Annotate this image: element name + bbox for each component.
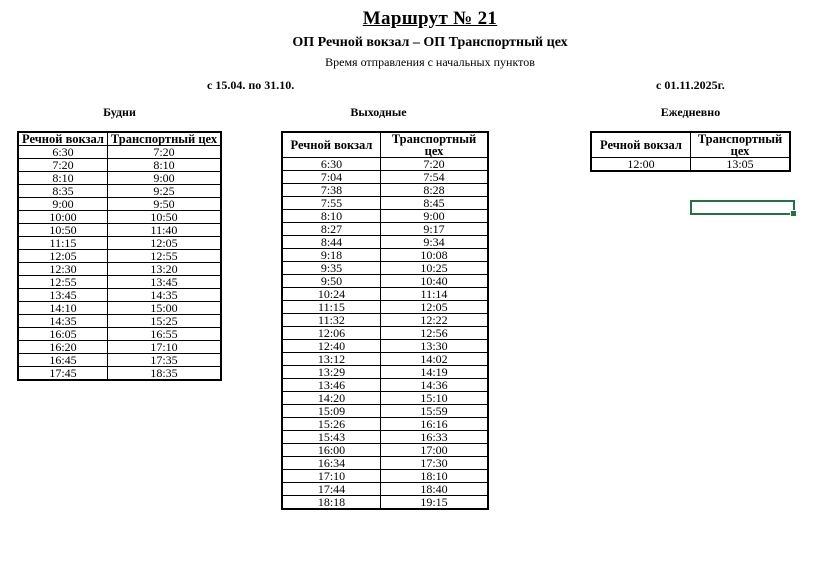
time-cell[interactable]: 10:00 bbox=[18, 211, 108, 224]
timetable-row bbox=[282, 340, 488, 353]
time-cell[interactable]: 17:10 bbox=[282, 470, 381, 483]
time-cell[interactable]: 15:59 bbox=[381, 405, 489, 418]
timetable-row bbox=[18, 289, 221, 302]
route-title: Маршрут № 21 bbox=[362, 8, 498, 29]
header-row bbox=[18, 132, 221, 146]
time-cell[interactable]: 11:14 bbox=[381, 288, 489, 301]
timetable-row bbox=[18, 146, 221, 159]
timetable-row bbox=[282, 262, 488, 275]
time-cell[interactable]: 7:20 bbox=[381, 158, 489, 171]
time-cell[interactable]: 12:55 bbox=[108, 250, 222, 263]
time-cell[interactable]: 16:05 bbox=[18, 328, 108, 341]
timetable bbox=[281, 131, 489, 510]
timetable-row bbox=[282, 483, 488, 496]
timetable-row bbox=[18, 367, 221, 381]
time-cell[interactable]: 16:33 bbox=[381, 431, 489, 444]
time-cell[interactable]: 8:27 bbox=[282, 223, 381, 236]
time-cell[interactable]: 7:04 bbox=[282, 171, 381, 184]
time-cell[interactable]: 11:40 bbox=[108, 224, 222, 237]
time-cell[interactable]: 12:05 bbox=[108, 237, 222, 250]
weekend-timetable bbox=[281, 131, 489, 510]
time-cell[interactable]: 12:05 bbox=[18, 250, 108, 263]
timetable-row bbox=[282, 379, 488, 392]
time-cell[interactable]: 15:00 bbox=[108, 302, 222, 315]
daily-timetable bbox=[590, 131, 791, 172]
period-label-winter: с 01.11.2025г. bbox=[656, 78, 725, 92]
time-cell[interactable]: 14:36 bbox=[381, 379, 489, 392]
time-cell[interactable]: 7:55 bbox=[282, 197, 381, 210]
day-type-label-weekdays: Будни bbox=[103, 105, 136, 119]
time-cell[interactable]: 16:16 bbox=[381, 418, 489, 431]
time-cell[interactable]: 12:30 bbox=[18, 263, 108, 276]
column-header: Речной вокзал bbox=[282, 132, 381, 158]
time-cell[interactable]: 15:10 bbox=[381, 392, 489, 405]
time-cell[interactable]: 13:12 bbox=[282, 353, 381, 366]
time-cell[interactable]: 17:44 bbox=[282, 483, 381, 496]
timetable-row bbox=[282, 444, 488, 457]
time-cell[interactable]: 14:20 bbox=[282, 392, 381, 405]
time-cell[interactable]: 16:00 bbox=[282, 444, 381, 457]
timetable-row bbox=[18, 198, 221, 211]
time-cell[interactable]: 10:50 bbox=[108, 211, 222, 224]
timetable-row bbox=[282, 184, 488, 197]
time-cell[interactable]: 14:35 bbox=[108, 289, 222, 302]
period-label-summer: с 15.04. по 31.10. bbox=[207, 78, 295, 92]
column-header: Речной вокзал bbox=[591, 132, 691, 158]
time-cell[interactable]: 9:35 bbox=[282, 262, 381, 275]
timetable bbox=[17, 131, 222, 381]
time-cell[interactable]: 19:15 bbox=[381, 496, 489, 510]
timetable-row bbox=[18, 302, 221, 315]
timetable-row bbox=[282, 418, 488, 431]
time-cell[interactable]: 7:20 bbox=[108, 146, 222, 159]
time-cell[interactable]: 10:40 bbox=[381, 275, 489, 288]
timetable-row bbox=[18, 159, 221, 172]
timetable-row bbox=[282, 301, 488, 314]
route-subtitle: ОП Речной вокзал – ОП Транспортный цех bbox=[292, 35, 568, 50]
time-cell[interactable]: 12:00 bbox=[591, 158, 691, 172]
timetable-row bbox=[282, 158, 488, 171]
time-cell[interactable]: 17:10 bbox=[108, 341, 222, 354]
time-cell[interactable]: 7:38 bbox=[282, 184, 381, 197]
time-cell[interactable]: 15:43 bbox=[282, 431, 381, 444]
time-cell[interactable]: 12:22 bbox=[381, 314, 489, 327]
time-cell[interactable]: 12:56 bbox=[381, 327, 489, 340]
time-cell[interactable]: 16:45 bbox=[18, 354, 108, 367]
timetable-row bbox=[18, 237, 221, 250]
timetable-row bbox=[282, 223, 488, 236]
time-cell[interactable]: 13:45 bbox=[108, 276, 222, 289]
time-cell[interactable]: 8:35 bbox=[18, 185, 108, 198]
time-cell[interactable]: 11:32 bbox=[282, 314, 381, 327]
time-cell[interactable]: 9:17 bbox=[381, 223, 489, 236]
time-cell[interactable]: 16:34 bbox=[282, 457, 381, 470]
header-row bbox=[282, 132, 488, 158]
timetable-row bbox=[18, 315, 221, 328]
time-cell[interactable]: 16:20 bbox=[18, 341, 108, 354]
time-cell[interactable]: 12:40 bbox=[282, 340, 381, 353]
time-cell[interactable]: 13:05 bbox=[691, 158, 791, 172]
time-cell[interactable]: 13:46 bbox=[282, 379, 381, 392]
time-cell[interactable]: 14:19 bbox=[381, 366, 489, 379]
timetable-row bbox=[282, 236, 488, 249]
time-cell[interactable]: 9:50 bbox=[282, 275, 381, 288]
column-header: Транспортный цех bbox=[381, 132, 489, 158]
time-cell[interactable]: 13:20 bbox=[108, 263, 222, 276]
time-cell[interactable]: 9:00 bbox=[108, 172, 222, 185]
timetable-row bbox=[18, 224, 221, 237]
timetable-row bbox=[282, 210, 488, 223]
time-cell[interactable]: 14:10 bbox=[18, 302, 108, 315]
column-header: Транспортный цех bbox=[108, 132, 222, 146]
timetable-row bbox=[282, 392, 488, 405]
timetable-row bbox=[18, 185, 221, 198]
time-cell[interactable]: 11:15 bbox=[18, 237, 108, 250]
time-cell[interactable]: 12:05 bbox=[381, 301, 489, 314]
time-cell[interactable]: 10:24 bbox=[282, 288, 381, 301]
departure-note: Время отправления с начальных пунктов bbox=[325, 55, 535, 69]
timetable-row bbox=[282, 366, 488, 379]
time-cell[interactable]: 17:45 bbox=[18, 367, 108, 381]
timetable-row bbox=[282, 405, 488, 418]
header-row bbox=[591, 132, 790, 158]
time-cell[interactable]: 9:00 bbox=[18, 198, 108, 211]
timetable-row bbox=[282, 171, 488, 184]
timetable-row bbox=[591, 158, 790, 172]
day-type-label-daily: Ежедневно bbox=[660, 105, 721, 119]
time-cell[interactable]: 12:06 bbox=[282, 327, 381, 340]
time-cell[interactable]: 8:28 bbox=[381, 184, 489, 197]
timetable-row bbox=[18, 211, 221, 224]
timetable-row bbox=[282, 470, 488, 483]
timetable bbox=[590, 131, 791, 172]
time-cell[interactable]: 18:18 bbox=[282, 496, 381, 510]
time-cell[interactable]: 14:35 bbox=[18, 315, 108, 328]
time-cell[interactable]: 8:10 bbox=[108, 159, 222, 172]
time-cell[interactable]: 12:55 bbox=[18, 276, 108, 289]
timetable-row bbox=[282, 197, 488, 210]
time-cell[interactable]: 17:35 bbox=[108, 354, 222, 367]
time-cell[interactable]: 10:50 bbox=[18, 224, 108, 237]
timetable-row bbox=[282, 457, 488, 470]
timetable-row bbox=[282, 314, 488, 327]
time-cell[interactable]: 9:50 bbox=[108, 198, 222, 211]
fill-handle[interactable] bbox=[790, 210, 797, 217]
time-cell[interactable]: 9:25 bbox=[108, 185, 222, 198]
time-cell[interactable]: 11:15 bbox=[282, 301, 381, 314]
cell-selection-box[interactable] bbox=[690, 200, 795, 215]
timetable-row bbox=[18, 250, 221, 263]
time-cell[interactable]: 13:45 bbox=[18, 289, 108, 302]
column-header: Речной вокзал bbox=[18, 132, 108, 146]
timetable-row bbox=[282, 275, 488, 288]
time-cell[interactable]: 8:10 bbox=[18, 172, 108, 185]
timetable-row bbox=[282, 431, 488, 444]
time-cell[interactable]: 15:09 bbox=[282, 405, 381, 418]
time-cell[interactable]: 8:10 bbox=[282, 210, 381, 223]
time-cell[interactable]: 14:02 bbox=[381, 353, 489, 366]
time-cell[interactable]: 17:00 bbox=[381, 444, 489, 457]
time-cell[interactable]: 8:45 bbox=[381, 197, 489, 210]
timetable-row bbox=[18, 263, 221, 276]
timetable-row bbox=[18, 276, 221, 289]
time-cell[interactable]: 10:08 bbox=[381, 249, 489, 262]
day-type-label-weekends: Выходные bbox=[350, 105, 407, 119]
time-cell[interactable]: 6:30 bbox=[18, 146, 108, 159]
time-cell[interactable]: 9:00 bbox=[381, 210, 489, 223]
time-cell[interactable]: 13:30 bbox=[381, 340, 489, 353]
timetable-row bbox=[282, 288, 488, 301]
document-header bbox=[44, 8, 816, 70]
timetable-row bbox=[18, 354, 221, 367]
timetable-row bbox=[282, 353, 488, 366]
timetable-row bbox=[18, 172, 221, 185]
time-cell[interactable]: 18:10 bbox=[381, 470, 489, 483]
timetable-row bbox=[282, 249, 488, 262]
time-cell[interactable]: 18:35 bbox=[108, 367, 222, 381]
time-cell[interactable]: 15:26 bbox=[282, 418, 381, 431]
time-cell[interactable]: 7:20 bbox=[18, 159, 108, 172]
timetable-row bbox=[282, 327, 488, 340]
time-cell[interactable]: 6:30 bbox=[282, 158, 381, 171]
column-header: Транспортный цех bbox=[691, 132, 791, 158]
timetable-row bbox=[282, 496, 488, 510]
weekday-timetable bbox=[17, 131, 222, 381]
time-cell[interactable]: 7:54 bbox=[381, 171, 489, 184]
time-cell[interactable]: 17:30 bbox=[381, 457, 489, 470]
time-cell[interactable]: 18:40 bbox=[381, 483, 489, 496]
time-cell[interactable]: 15:25 bbox=[108, 315, 222, 328]
timetable-row bbox=[18, 341, 221, 354]
time-cell[interactable]: 13:29 bbox=[282, 366, 381, 379]
time-cell[interactable]: 10:25 bbox=[381, 262, 489, 275]
timetable-row bbox=[18, 328, 221, 341]
time-cell[interactable]: 9:34 bbox=[381, 236, 489, 249]
time-cell[interactable]: 9:18 bbox=[282, 249, 381, 262]
time-cell[interactable]: 16:55 bbox=[108, 328, 222, 341]
time-cell[interactable]: 8:44 bbox=[282, 236, 381, 249]
